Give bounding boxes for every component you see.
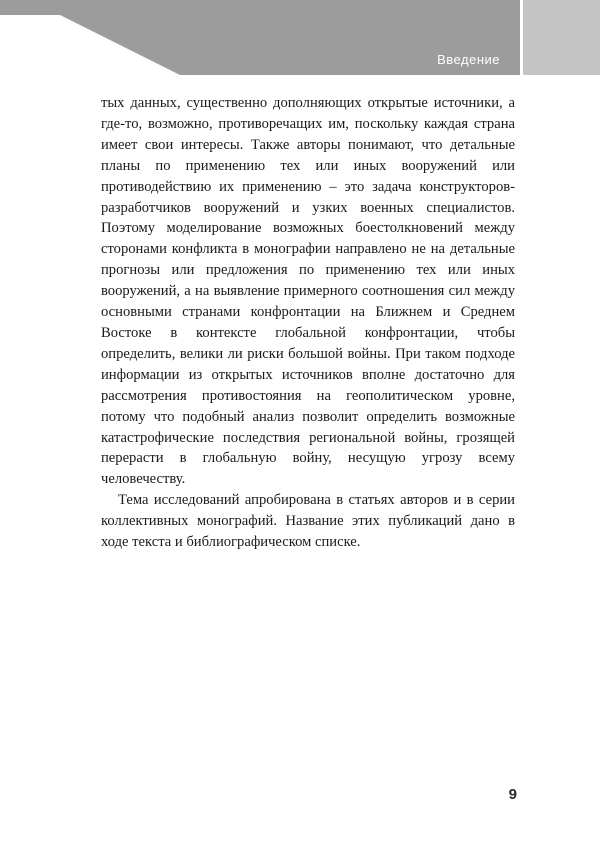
header-corner-block [523,0,600,75]
paragraph-1: тых данных, существенно дополняющих открытые источники, а где-то, возможно, противоречащих им, поскольку каждая страна имеет свои интересы. Также авторы понимают, что детальные планы по применению тех или иных вооружений или противодействию их применению – это задача конструкторов-разработчиков вооружений и узких военных специалистов. Поэтому моделирование возможных боестолкновений между сторонами конфликта в монографии направлено не на детальные прогнозы или предложения по применению тех или иных вооружений, а на выявление примерного соотношения сил между основными странами конфронтации на Ближнем и Среднем Востоке в контексте глобальной конфронтации, чтобы определить, велики ли риски большой войны. При таком подходе информации из открытых источников вполне достаточно для рассмотрения противостояния на геополитическом уровне, потому что подобный анализ позволит определить возможные катастрофические последствия региональной войны, грозящей перерасти в глобальную войну, несущую угрозу всему человечеству. [101,95,515,488]
header-decoration [0,0,600,80]
header-divider [520,0,523,80]
paragraph-2: Тема исследований апробирована в статьях авторов и в серии коллективных монографий. Название этих публикаций дано в ходе текста и библиографическом списке. [101,492,515,551]
page-number: 9 [508,786,517,803]
body-text [101,93,515,553]
section-title: Введение [437,52,500,67]
page-header-band [0,0,600,80]
